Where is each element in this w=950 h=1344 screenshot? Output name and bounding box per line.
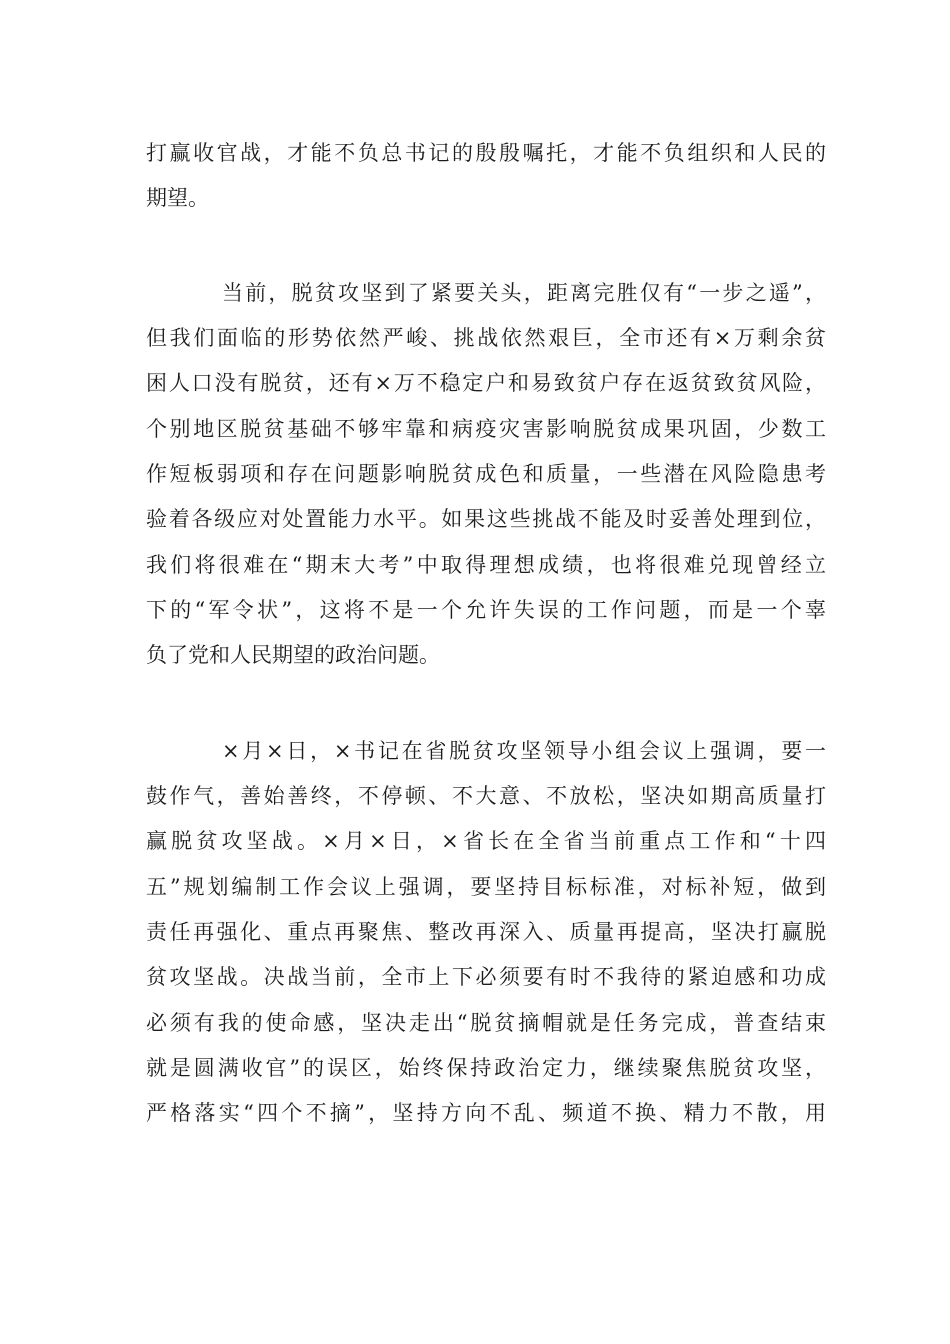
paragraph-3-line-7: 必须有我的使命感，坚决走出“脱贫摘帽就是任务完成，普查结束	[146, 1011, 826, 1035]
paragraph-2-line-2: 但我们面临的形势依然严峻、挑战依然艰巨，全市还有×万剩余贫	[146, 326, 826, 350]
paragraph-2-line-5: 作短板弱项和存在问题影响脱贫成色和质量，一些潜在风险隐患考	[146, 462, 826, 486]
paragraph-3-line-5: 责任再强化、重点再聚焦、整改再深入、质量再提高，坚决打赢脱	[146, 920, 826, 944]
paragraph-2-line-4: 个别地区脱贫基础不够牢靠和病疫灾害影响脱贫成果巩固，少数工	[146, 417, 826, 441]
paragraph-2-line-6: 验着各级应对处置能力水平。如果这些挑战不能及时妥善处理到位，	[146, 507, 826, 531]
paragraph-3-line-9: 严格落实“四个不摘”，坚持方向不乱、频道不换、精力不散，用	[146, 1101, 826, 1125]
paragraph-2-line-7: 我们将很难在“期末大考”中取得理想成绩，也将很难兑现曾经立	[146, 553, 826, 577]
paragraph-3-line-2: 鼓作气，善始善终，不停顿、不大意、不放松，坚决如期高质量打	[146, 784, 826, 808]
paragraph-3-line-6: 贫攻坚战。决战当前，全市上下必须要有时不我待的紧迫感和功成	[146, 965, 826, 989]
paragraph-3-line-4: 五”规划编制工作会议上强调，要坚持目标标准，对标补短，做到	[146, 875, 826, 899]
paragraph-3-line-8: 就是圆满收官”的误区，始终保持政治定力，继续聚焦脱贫攻坚，	[146, 1056, 826, 1080]
paragraph-2-line-3: 困人口没有脱贫，还有×万不稳定户和易致贫户存在返贫致贫风险，	[146, 371, 826, 395]
paragraph-3-line-1: ×月×日，×书记在省脱贫攻坚领导小组会议上强调，要一	[222, 739, 826, 763]
paragraph-2-line-1: 当前，脱贫攻坚到了紧要关头，距离完胜仅有“一步之遥”，	[222, 281, 826, 305]
paragraph-3-line-3: 赢脱贫攻坚战。×月×日，×省长在全省当前重点工作和“十四	[146, 829, 826, 853]
paragraph-2-line-8: 下的“军令状”，这将不是一个允许失误的工作问题，而是一个辜	[146, 598, 826, 622]
paragraph-1-line-2: 期望。	[146, 186, 209, 210]
paragraph-1-line-1: 打赢收官战，才能不负总书记的殷殷嘱托，才能不负组织和人民的	[146, 141, 826, 165]
paragraph-2-line-9: 负了党和人民期望的政治问题。	[146, 643, 440, 667]
